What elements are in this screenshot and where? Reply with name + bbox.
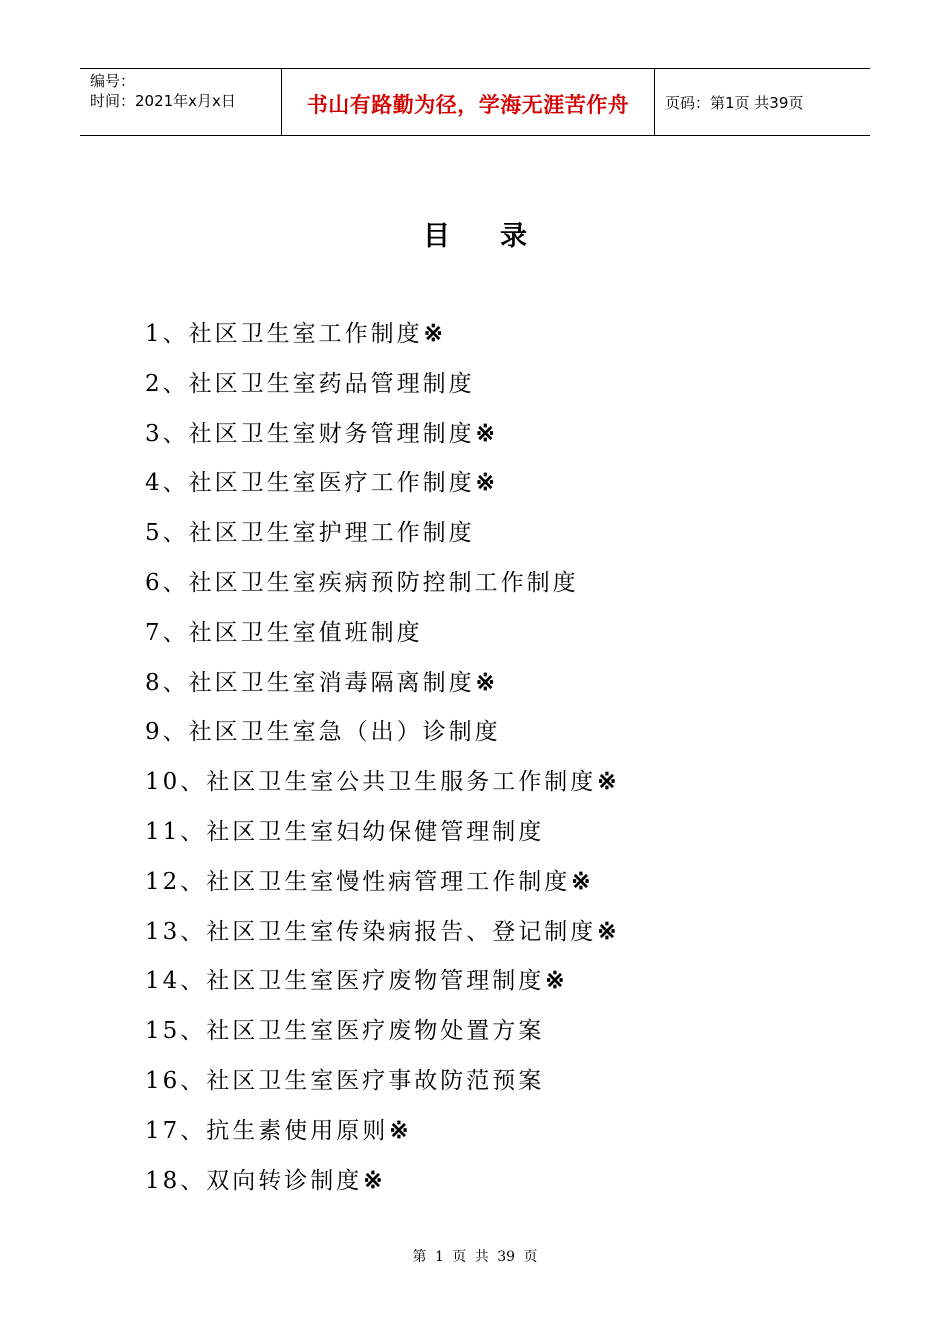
- page-footer: 第 1 页 共 39 页: [412, 1249, 538, 1265]
- toc-item-mark: ※: [475, 419, 495, 447]
- header-page-cell: [655, 69, 870, 135]
- toc-item[interactable]: [145, 913, 617, 963]
- toc-item[interactable]: [145, 713, 617, 763]
- toc-item-mark: ※: [597, 917, 617, 945]
- toc-item-text: 7、社区卫生室值班制度: [145, 619, 423, 646]
- toc-item-text: 17、抗生素使用原则: [145, 1117, 389, 1144]
- toc-item-text: 3、社区卫生室财务管理制度: [145, 420, 475, 447]
- toc-item-text: 6、社区卫生室疾病预防控制工作制度: [145, 569, 579, 596]
- header-meta-cell: [80, 69, 282, 135]
- toc-item-text: 13、社区卫生室传染病报告、登记制度: [145, 918, 597, 945]
- toc-item[interactable]: [145, 1112, 617, 1162]
- toc-item-text: 5、社区卫生室护理工作制度: [145, 520, 475, 547]
- toc-item[interactable]: [145, 464, 617, 514]
- toc-item[interactable]: [145, 415, 617, 465]
- document-number-label: 编号：: [90, 72, 136, 90]
- toc-item[interactable]: [145, 763, 617, 813]
- header-motto-cell: [282, 69, 655, 135]
- toc-item-text: 8、社区卫生室消毒隔离制度: [145, 669, 475, 696]
- toc-item[interactable]: [145, 564, 617, 614]
- toc-item-text: 15、社区卫生室医疗废物处置方案: [145, 1018, 545, 1045]
- toc-item[interactable]: [145, 365, 617, 415]
- toc-item-text: 2、社区卫生室药品管理制度: [145, 370, 475, 397]
- header-motto: 书山有路勤为径，学海无涯苦作舟: [306, 92, 630, 117]
- toc-item-text: 12、社区卫生室慢性病管理工作制度: [145, 868, 571, 895]
- table-of-contents: [145, 315, 617, 1211]
- toc-item-mark: ※: [475, 469, 495, 497]
- page-header: [80, 68, 870, 136]
- toc-item-mark: ※: [571, 867, 591, 895]
- toc-item-mark: ※: [389, 1116, 409, 1144]
- toc-item-text: 10、社区卫生室公共卫生服务工作制度: [145, 769, 597, 796]
- toc-item-mark: ※: [363, 1166, 383, 1194]
- toc-item[interactable]: [145, 813, 617, 863]
- toc-item-text: 16、社区卫生室医疗事故防范预案: [145, 1067, 545, 1094]
- toc-item-text: 4、社区卫生室医疗工作制度: [145, 470, 475, 497]
- header-page-info: 页码：第1页 共39页: [665, 93, 804, 112]
- toc-item-mark: ※: [475, 668, 495, 696]
- toc-item-text: 18、双向转诊制度: [145, 1167, 363, 1194]
- toc-item[interactable]: [145, 863, 617, 913]
- toc-item[interactable]: [145, 962, 617, 1012]
- toc-item-mark: ※: [597, 768, 617, 796]
- toc-item[interactable]: [145, 1162, 617, 1212]
- toc-item[interactable]: [145, 614, 617, 664]
- toc-item[interactable]: [145, 664, 617, 714]
- toc-item[interactable]: [145, 1012, 617, 1062]
- page-title: 目录: [423, 221, 577, 252]
- toc-item-text: 1、社区卫生室工作制度: [145, 321, 423, 347]
- document-date-label: 时间：2021年x月x日: [90, 92, 236, 110]
- toc-item[interactable]: [145, 1062, 617, 1112]
- toc-item[interactable]: [145, 514, 617, 564]
- toc-item-text: 14、社区卫生室医疗废物管理制度: [145, 968, 545, 995]
- toc-item-text: 11、社区卫生室妇幼保健管理制度: [145, 818, 545, 845]
- toc-item-mark: ※: [545, 967, 565, 995]
- toc-item-text: 9、社区卫生室急（出）诊制度: [145, 719, 501, 746]
- toc-item[interactable]: [145, 315, 617, 365]
- toc-item-mark: ※: [423, 320, 443, 347]
